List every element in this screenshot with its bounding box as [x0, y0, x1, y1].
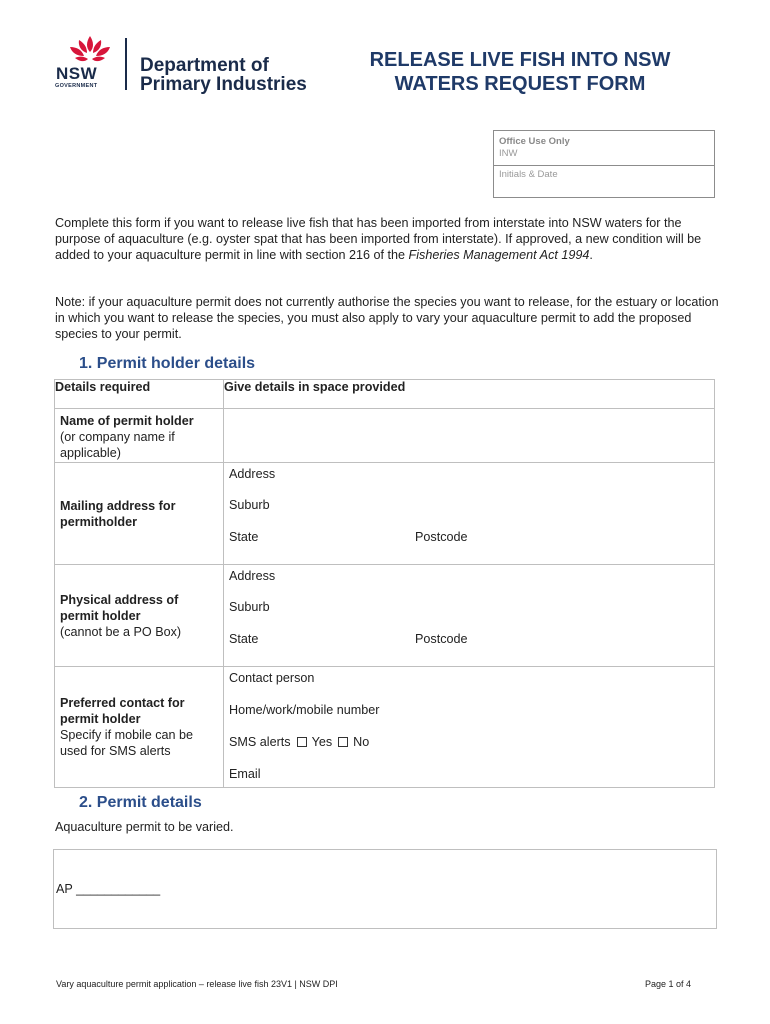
- physical-label: Physical address of permit holder: [60, 593, 179, 623]
- table-row: [55, 463, 715, 565]
- table-row: [55, 667, 715, 788]
- section1-heading: 1. Permit holder details: [79, 355, 256, 372]
- physical-postcode-field[interactable]: Postcode: [415, 632, 468, 646]
- mailing-address-field[interactable]: Address: [229, 467, 276, 481]
- act-name: Fisheries Management Act 1994: [408, 248, 590, 262]
- contact-label: Preferred contact for permit holder: [60, 696, 185, 726]
- email-field[interactable]: Email: [229, 767, 261, 781]
- mailing-postcode-field[interactable]: Postcode: [415, 530, 468, 544]
- sms-no-label: No: [353, 735, 370, 749]
- note-paragraph: Note: if your aquaculture permit does not currently authorise the species you want to release, for the estuary or location in which you want to release the species, you must also apply to vary your aquaculture permit to add the proposed species to your permit.: [55, 295, 719, 341]
- col-header-give-details: Give details in space provided: [224, 380, 715, 409]
- intro-paragraph: [55, 215, 720, 263]
- contact-sublabel: Specify if mobile can be used for SMS alerts: [60, 728, 194, 758]
- contact-cell[interactable]: [224, 667, 715, 788]
- form-title-line2: WATERS REQUEST FORM: [394, 73, 646, 95]
- office-use-initials: Initials & Date: [499, 169, 558, 180]
- physical-state-field[interactable]: State: [229, 632, 259, 646]
- permit-holder-table: [54, 379, 715, 788]
- physical-suburb-field[interactable]: Suburb: [229, 600, 270, 614]
- section2-heading: 2. Permit details: [79, 794, 202, 811]
- permit-varied-label: Aquaculture permit to be varied.: [55, 820, 234, 834]
- row-label-name: [55, 409, 224, 463]
- office-use-title: Office Use Only: [499, 136, 570, 147]
- sms-yes-checkbox[interactable]: [297, 737, 307, 747]
- physical-address-cell[interactable]: [224, 565, 715, 667]
- waratah-icon: [55, 34, 125, 68]
- footer-page-number: Page 1 of 4: [645, 979, 692, 989]
- mailing-suburb-field[interactable]: Suburb: [229, 498, 270, 512]
- mailing-address-cell[interactable]: [224, 463, 715, 565]
- footer-document-info: Vary aquaculture permit application – release live fish 23V1 | NSW DPI: [56, 979, 338, 989]
- sms-alerts-label: SMS alerts: [229, 735, 291, 749]
- name-label: Name of permit holder: [60, 414, 194, 428]
- office-use-inw: INW: [499, 148, 518, 159]
- ap-number-field[interactable]: AP ____________: [56, 882, 161, 896]
- logo-divider: [125, 38, 127, 90]
- name-input[interactable]: [224, 409, 715, 463]
- col-header-details: Details required: [55, 380, 224, 409]
- intro-text: Complete this form if you want to release live fish that has been imported from interstate into NSW waters for the purpose of aquaculture (e.g. oyster spat that has been imported from interstate). If approved, a new condition will be added to your aquaculture permit in line with section 216 of the: [55, 216, 702, 262]
- physical-sublabel: (cannot be a PO Box): [60, 625, 182, 639]
- intro-end: .: [589, 248, 593, 262]
- physical-address-field[interactable]: Address: [229, 569, 276, 583]
- sms-alerts-row: [229, 735, 369, 749]
- row-label-physical: [55, 565, 224, 667]
- name-sublabel: (or company name if applicable): [60, 430, 175, 460]
- contact-person-field[interactable]: Contact person: [229, 671, 315, 685]
- table-row: [55, 565, 715, 667]
- form-title-line1: RELEASE LIVE FISH INTO NSW: [369, 49, 671, 71]
- row-label-mailing: [55, 463, 224, 565]
- nsw-government-label: GOVERNMENT: [55, 83, 98, 89]
- mailing-state-field[interactable]: State: [229, 530, 259, 544]
- department-name-line2: Primary Industries: [140, 74, 307, 95]
- row-label-contact: [55, 667, 224, 788]
- table-header-row: [55, 380, 715, 409]
- sms-yes-label: Yes: [311, 735, 333, 749]
- form-title: [330, 48, 710, 96]
- mailing-label: Mailing address for permitholder: [60, 499, 176, 529]
- nsw-wordmark: NSW: [56, 64, 98, 83]
- phone-number-field[interactable]: Home/work/mobile number: [229, 703, 380, 717]
- office-use-box: [493, 130, 715, 198]
- sms-no-checkbox[interactable]: [338, 737, 348, 747]
- department-name-line1: Department of: [140, 55, 269, 76]
- table-row: [55, 409, 715, 463]
